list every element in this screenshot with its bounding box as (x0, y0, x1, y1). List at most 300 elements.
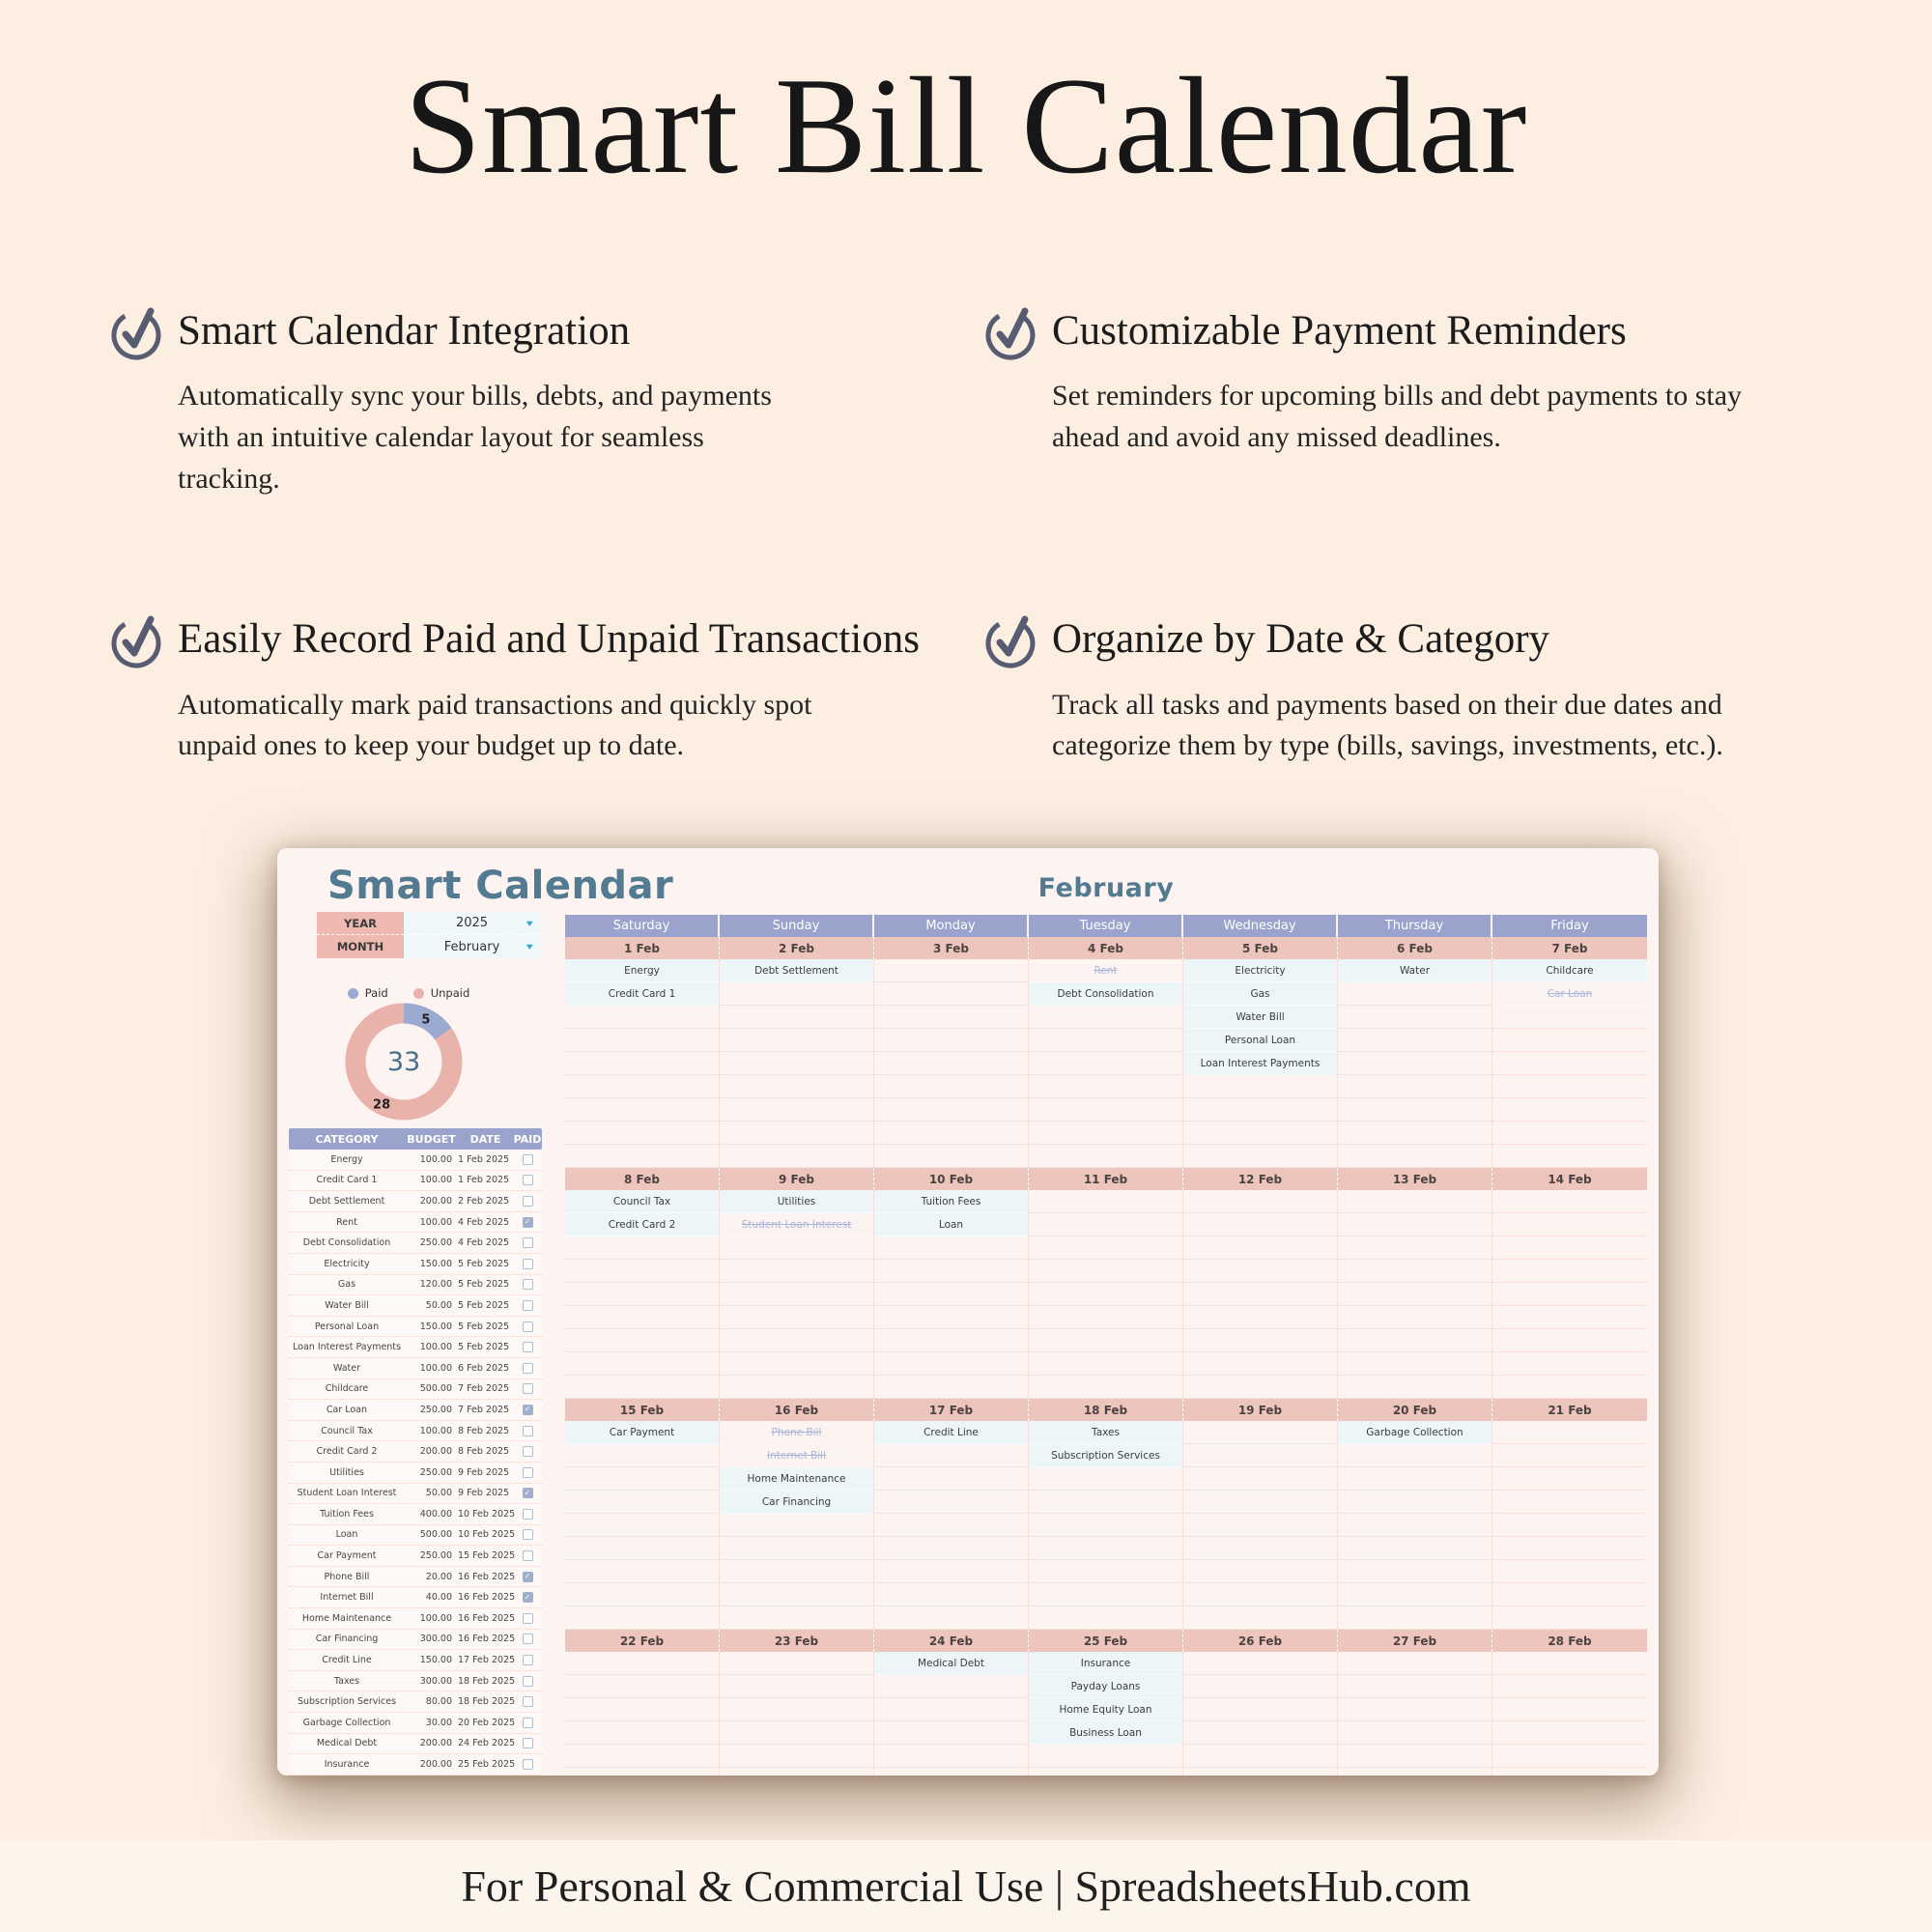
category-cell: Debt Settlement (308, 1195, 385, 1207)
category-cell: Student Loan Interest (297, 1488, 397, 1499)
calendar-empty-cell (720, 1745, 873, 1768)
paid-cell (513, 1342, 542, 1352)
paid-checkbox[interactable] (523, 1634, 533, 1644)
calendar-entry[interactable]: Credit Line (874, 1421, 1028, 1444)
feature-payment-reminders (982, 307, 1828, 499)
calendar-empty-cell (874, 1052, 1028, 1075)
calendar-entry[interactable]: Utilities (720, 1190, 873, 1213)
calendar-empty-cell (1338, 1213, 1492, 1236)
date-header: 23 Feb (720, 1630, 874, 1652)
calendar-empty-cell (565, 1052, 719, 1075)
budget-cell: 100.00 (419, 1153, 452, 1165)
day-column (720, 1190, 874, 1399)
table-row (289, 1504, 542, 1525)
calendar-empty-cell (1492, 1190, 1647, 1213)
feature-title: Organize by Date & Category (1052, 616, 1550, 663)
calendar-entry-paid[interactable]: Student Loan Interest (720, 1213, 873, 1236)
calendar-entry[interactable]: Loan (874, 1213, 1028, 1236)
date-cell: 5 Feb 2025 (458, 1279, 510, 1291)
date-cell: 18 Feb 2025 (458, 1696, 516, 1708)
paid-checkbox-checked[interactable] (523, 1405, 533, 1415)
paid-checkbox[interactable] (523, 1237, 533, 1248)
paid-checkbox[interactable] (523, 1321, 533, 1332)
calendar-empty-cell (1029, 1236, 1182, 1260)
paid-checkbox[interactable] (523, 1175, 533, 1185)
day-column (874, 1421, 1029, 1630)
calendar-entry[interactable]: Gas (1183, 982, 1337, 1006)
calendar-empty-cell (1029, 1283, 1182, 1306)
calendar-entry[interactable]: Debt Consolidation (1029, 982, 1182, 1006)
calendar-empty-cell (1183, 1698, 1337, 1721)
calendar-empty-cell (1338, 1721, 1492, 1745)
category-cell: Utilities (329, 1466, 364, 1478)
category-cell: Internet Bill (320, 1592, 374, 1604)
table-row (289, 1233, 542, 1254)
calendar-empty-cell (874, 1675, 1028, 1698)
calendar-empty-cell (1029, 1145, 1182, 1168)
month-value: February (443, 939, 500, 954)
day-column (1183, 1421, 1338, 1630)
calendar-empty-cell (1492, 1560, 1647, 1583)
date-header: 9 Feb (720, 1168, 874, 1190)
date-header: 21 Feb (1492, 1399, 1647, 1421)
calendar-empty-cell (1492, 1652, 1647, 1675)
calendar-empty-cell (720, 1583, 873, 1606)
category-cell: Council Tax (321, 1425, 373, 1436)
budget-table-body (289, 1150, 542, 1776)
calendar-empty-cell (1492, 1491, 1647, 1514)
legend-unpaid-label: Unpaid (430, 986, 470, 1000)
calendar-empty-cell (720, 1098, 873, 1122)
paid-cell (513, 1529, 542, 1540)
paid-checkbox[interactable] (523, 1550, 533, 1561)
calendar-entry[interactable]: Payday Loans (1029, 1675, 1182, 1698)
budget-cell: 300.00 (419, 1675, 452, 1687)
calendar-entry[interactable]: Tuition Fees (874, 1190, 1028, 1213)
category-cell: Tuition Fees (320, 1508, 374, 1520)
calendar-empty-cell (1338, 1260, 1492, 1283)
table-row (289, 1275, 542, 1296)
calendar-entry[interactable]: Taxes (1029, 1421, 1182, 1444)
calendar-empty-cell (1338, 1467, 1492, 1491)
day-header-monday: Monday (874, 915, 1029, 937)
calendar-empty-cell (1029, 1745, 1182, 1768)
paid-checkbox-checked[interactable] (523, 1488, 533, 1498)
calendar-empty-cell (1183, 1583, 1337, 1606)
calendar-empty-cell (1338, 1444, 1492, 1467)
paid-checkbox[interactable] (523, 1655, 533, 1665)
calendar-empty-cell (874, 1145, 1028, 1168)
category-cell: Car Loan (326, 1404, 368, 1415)
calendar-entry[interactable]: Energy (565, 959, 719, 982)
month-label: MONTH (317, 935, 404, 958)
calendar-weeks (565, 937, 1647, 1776)
category-cell: Phone Bill (324, 1571, 370, 1582)
calendar-empty-cell (1492, 1283, 1647, 1306)
calendar-empty-cell (1492, 1098, 1647, 1122)
paid-checkbox[interactable] (523, 1426, 533, 1436)
calendar-empty-cell (874, 982, 1028, 1006)
year-row (317, 912, 540, 935)
day-header-sunday: Sunday (720, 915, 874, 937)
table-row (289, 1337, 542, 1358)
calendar-empty-cell (1338, 1768, 1492, 1776)
calendar-empty-cell (1338, 1606, 1492, 1630)
calendar-empty-cell (1029, 1190, 1182, 1213)
calendar-empty-cell (1183, 1122, 1337, 1145)
date-cell: 6 Feb 2025 (458, 1362, 510, 1374)
calendar-entry[interactable]: Garbage Collection (1338, 1421, 1492, 1444)
calendar-entry-paid[interactable]: Car Loan (1492, 982, 1647, 1006)
column-header-budget: BUDGET (407, 1132, 456, 1146)
date-cell: 5 Feb 2025 (458, 1321, 510, 1332)
day-column (720, 1652, 874, 1776)
calendar-empty-cell (1338, 982, 1492, 1006)
paid-checkbox[interactable] (523, 1154, 533, 1165)
calendar-empty-cell (565, 1329, 719, 1352)
checkmark-icon (982, 303, 1038, 363)
calendar-empty-cell (565, 1236, 719, 1260)
calendar-empty-cell (1183, 1721, 1337, 1745)
calendar-entry-paid[interactable]: Phone Bill (720, 1421, 873, 1444)
checkmark-icon (982, 611, 1038, 671)
calendar-entry[interactable]: Council Tax (565, 1190, 719, 1213)
calendar-empty-cell (1338, 1329, 1492, 1352)
paid-checkbox[interactable] (523, 1759, 533, 1770)
budget-cell: 100.00 (419, 1425, 452, 1436)
calendar-entry[interactable]: Medical Debt (874, 1652, 1028, 1675)
paid-checkbox[interactable] (523, 1259, 533, 1269)
calendar-empty-cell (1338, 1675, 1492, 1698)
day-header-thursday: Thursday (1338, 915, 1492, 937)
day-column (565, 959, 720, 1168)
calendar-empty-cell (1029, 1122, 1182, 1145)
category-cell: Gas (337, 1279, 356, 1291)
table-row (289, 1463, 542, 1484)
calendar-empty-cell (565, 1352, 719, 1376)
day-column (1338, 1652, 1492, 1776)
calendar-empty-cell (874, 1236, 1028, 1260)
paid-checkbox[interactable] (523, 1467, 533, 1478)
calendar-empty-cell (720, 1606, 873, 1630)
date-header: 3 Feb (874, 937, 1029, 959)
calendar-empty-cell (1492, 1698, 1647, 1721)
calendar-entry[interactable]: Home Maintenance (720, 1467, 873, 1491)
paid-cell (513, 1383, 542, 1394)
calendar-empty-cell (1492, 1260, 1647, 1283)
day-column (565, 1421, 720, 1630)
paid-checkbox[interactable] (523, 1300, 533, 1311)
budget-cell: 80.00 (425, 1696, 452, 1708)
paid-cell (513, 1259, 542, 1269)
calendar-empty-cell (1338, 1745, 1492, 1768)
date-cell: 16 Feb 2025 (458, 1634, 516, 1645)
date-cell: 7 Feb 2025 (458, 1383, 510, 1395)
category-cell: Credit Card 2 (316, 1446, 378, 1458)
paid-checkbox-checked[interactable] (523, 1217, 533, 1228)
date-header: 20 Feb (1338, 1399, 1492, 1421)
calendar-entry[interactable]: Credit Card 1 (565, 982, 719, 1006)
paid-checkbox[interactable] (523, 1718, 533, 1728)
paid-cell (513, 1321, 542, 1332)
calendar-empty-cell (1183, 1306, 1337, 1329)
day-column (1492, 1421, 1647, 1630)
calendar-empty-cell (1338, 1052, 1492, 1075)
day-column (1338, 959, 1492, 1168)
footer: For Personal & Commercial Use | SpreadsheetsHub.com (0, 1840, 1932, 1932)
paid-checkbox-checked[interactable] (523, 1592, 533, 1603)
category-cell: Taxes (333, 1675, 360, 1687)
calendar-empty-cell (565, 1467, 719, 1491)
donut-label: 5 (421, 1012, 431, 1028)
calendar-entry[interactable]: Loan Interest Payments (1183, 1052, 1337, 1075)
calendar-empty-cell (874, 1768, 1028, 1776)
donut-label: 28 (373, 1097, 391, 1113)
paid-checkbox[interactable] (523, 1613, 533, 1624)
calendar-empty-cell (874, 1514, 1028, 1537)
calendar-empty-cell (720, 1122, 873, 1145)
calendar-empty-cell (1492, 1006, 1647, 1029)
table-row (289, 1546, 542, 1567)
paid-checkbox-checked[interactable] (523, 1572, 533, 1582)
month-row (317, 935, 540, 958)
calendar-empty-cell (565, 1652, 719, 1675)
date-cell: 16 Feb 2025 (458, 1612, 516, 1624)
calendar-empty-cell (1029, 1376, 1182, 1399)
paid-checkbox[interactable] (523, 1342, 533, 1352)
calendar-empty-cell (1492, 1029, 1647, 1052)
table-row (289, 1358, 542, 1379)
calendar-empty-cell (874, 1329, 1028, 1352)
budget-cell: 100.00 (419, 1612, 452, 1624)
calendar-empty-cell (874, 1306, 1028, 1329)
calendar-entry[interactable]: Car Financing (720, 1491, 873, 1514)
date-cell: 18 Feb 2025 (458, 1675, 516, 1687)
week-entries (565, 1190, 1647, 1399)
budget-cell: 100.00 (419, 1216, 452, 1228)
calendar-empty-cell (565, 1029, 719, 1052)
feature-smart-calendar-integration (108, 307, 982, 499)
calendar-entry[interactable]: Insurance (1029, 1652, 1182, 1675)
date-header: 7 Feb (1492, 937, 1647, 959)
paid-checkbox[interactable] (523, 1363, 533, 1374)
calendar-empty-cell (1492, 1583, 1647, 1606)
calendar-empty-cell (874, 1745, 1028, 1768)
budget-cell: 100.00 (419, 1175, 452, 1186)
calendar-empty-cell (720, 1329, 873, 1352)
paid-checkbox[interactable] (523, 1196, 533, 1207)
calendar-empty-cell (874, 1352, 1028, 1376)
calendar-empty-cell (874, 1029, 1028, 1052)
date-cell: 10 Feb 2025 (458, 1529, 516, 1541)
calendar-empty-cell (1492, 1075, 1647, 1098)
date-cell: 8 Feb 2025 (458, 1425, 510, 1436)
calendar-empty-cell (1029, 1006, 1182, 1029)
paid-cell (513, 1426, 542, 1436)
date-header: 11 Feb (1029, 1168, 1183, 1190)
category-cell: Childcare (325, 1383, 369, 1395)
spreadsheet-screenshot (277, 848, 1659, 1776)
calendar-empty-cell (565, 1721, 719, 1745)
calendar-empty-cell (720, 1652, 873, 1675)
calendar-entry[interactable]: Home Equity Loan (1029, 1698, 1182, 1721)
paid-checkbox[interactable] (523, 1509, 533, 1520)
date-cell: 1 Feb 2025 (458, 1153, 510, 1165)
calendar-entry-paid[interactable]: Rent (1029, 959, 1182, 982)
calendar-empty-cell (1183, 1768, 1337, 1776)
calendar-empty-cell (874, 1075, 1028, 1098)
budget-cell: 250.00 (419, 1404, 452, 1415)
calendar-empty-cell (565, 1606, 719, 1630)
day-header-tuesday: Tuesday (1029, 915, 1183, 937)
table-row (289, 1608, 542, 1630)
calendar-entry[interactable]: Childcare (1492, 959, 1647, 982)
paid-checkbox[interactable] (523, 1279, 533, 1290)
calendar-empty-cell (565, 1514, 719, 1537)
calendar-empty-cell (565, 1560, 719, 1583)
category-cell: Credit Card 1 (316, 1175, 378, 1186)
calendar-empty-cell (1492, 1675, 1647, 1698)
calendar-empty-cell (565, 1537, 719, 1560)
table-row (289, 1212, 542, 1234)
calendar-empty-cell (1183, 1745, 1337, 1768)
week-date-row (565, 937, 1647, 959)
paid-cell (513, 1572, 542, 1582)
calendar-empty-cell (1183, 1537, 1337, 1560)
month-select[interactable] (404, 935, 540, 958)
week-date-row (565, 1630, 1647, 1652)
feature-description: Set reminders for upcoming bills and debt payments to stay ahead and avoid any missed deadlines. (1052, 380, 1743, 454)
paid-cell (513, 1696, 542, 1707)
paid-cell (513, 1592, 542, 1603)
calendar-entry-paid[interactable]: Internet Bill (720, 1444, 873, 1467)
date-cell: 16 Feb 2025 (458, 1571, 516, 1582)
calendar-empty-cell (720, 1537, 873, 1560)
calendar-empty-cell (1338, 1006, 1492, 1029)
calendar-empty-cell (874, 1098, 1028, 1122)
paid-checkbox[interactable] (523, 1383, 533, 1394)
calendar-entry[interactable]: Debt Settlement (720, 959, 873, 982)
paid-checkbox[interactable] (523, 1696, 533, 1707)
paid-cell (513, 1676, 542, 1687)
calendar-empty-cell (1029, 1098, 1182, 1122)
calendar-entry[interactable]: Subscription Services (1029, 1444, 1182, 1467)
paid-checkbox[interactable] (523, 1446, 533, 1457)
category-cell: Electricity (324, 1258, 370, 1269)
calendar-empty-cell (1492, 1745, 1647, 1768)
paid-checkbox[interactable] (523, 1738, 533, 1748)
paid-checkbox[interactable] (523, 1676, 533, 1687)
calendar-empty-cell (565, 1745, 719, 1768)
calendar-entry[interactable]: Water (1338, 959, 1492, 982)
dropdown-arrow-icon[interactable]: ▼ (526, 919, 533, 927)
calendar-empty-cell (1029, 1768, 1182, 1776)
date-header: 17 Feb (874, 1399, 1029, 1421)
calendar-empty-cell (874, 1467, 1028, 1491)
budget-cell: 50.00 (425, 1299, 452, 1311)
date-header: 28 Feb (1492, 1630, 1647, 1652)
calendar-empty-cell (1183, 1329, 1337, 1352)
category-cell: Loan (335, 1529, 358, 1541)
calendar-empty-cell (1029, 1075, 1182, 1098)
date-cell: 5 Feb 2025 (458, 1342, 510, 1353)
calendar-empty-cell (1029, 1606, 1182, 1630)
year-value: 2025 (455, 916, 489, 930)
day-column (874, 1652, 1029, 1776)
calendar-empty-cell (1338, 1376, 1492, 1399)
calendar-empty-cell (720, 1376, 873, 1399)
calendar-entry[interactable]: Credit Card 2 (565, 1213, 719, 1236)
day-column (874, 959, 1029, 1168)
calendar-empty-cell (1492, 1421, 1647, 1444)
category-cell: Medical Debt (316, 1738, 378, 1749)
calendar-empty-cell (720, 1721, 873, 1745)
calendar-empty-cell (1338, 1075, 1492, 1098)
paid-cell (513, 1759, 542, 1770)
budget-cell: 30.00 (425, 1717, 452, 1728)
budget-cell: 40.00 (425, 1592, 452, 1604)
date-header: 12 Feb (1183, 1168, 1338, 1190)
calendar-entry[interactable]: Water Bill (1183, 1006, 1337, 1029)
calendar-empty-cell (874, 1376, 1028, 1399)
date-cell: 7 Feb 2025 (458, 1404, 510, 1415)
calendar-empty-cell (874, 1491, 1028, 1514)
table-row (289, 1191, 542, 1212)
calendar-empty-cell (1183, 1514, 1337, 1537)
calendar-empty-cell (565, 1444, 719, 1467)
column-header-date: DATE (469, 1132, 501, 1146)
year-select[interactable] (404, 912, 540, 935)
calendar-empty-cell (874, 1721, 1028, 1745)
calendar-empty-cell (1029, 1213, 1182, 1236)
calendar-empty-cell (720, 1029, 873, 1052)
budget-cell: 250.00 (419, 1237, 452, 1249)
date-header: 24 Feb (874, 1630, 1029, 1652)
table-row (289, 1671, 542, 1692)
date-cell: 10 Feb 2025 (458, 1508, 516, 1520)
table-row (289, 1441, 542, 1463)
calendar-empty-cell (720, 1283, 873, 1306)
calendar-empty-cell (1029, 1329, 1182, 1352)
table-row (289, 1295, 542, 1317)
category-cell: Car Payment (317, 1550, 377, 1562)
page-title: Smart Bill Calendar (404, 49, 1528, 202)
calendar-empty-cell (1338, 1029, 1492, 1052)
day-column (1029, 959, 1183, 1168)
date-header: 14 Feb (1492, 1168, 1647, 1190)
category-cell: Debt Consolidation (302, 1237, 391, 1249)
dropdown-arrow-icon[interactable]: ▼ (526, 943, 533, 951)
paid-cell (513, 1363, 542, 1374)
calendar-entry[interactable]: Personal Loan (1183, 1029, 1337, 1052)
calendar-entry[interactable]: Electricity (1183, 959, 1337, 982)
calendar-empty-cell (1183, 1236, 1337, 1260)
calendar-entry[interactable]: Car Payment (565, 1421, 719, 1444)
date-header: 18 Feb (1029, 1399, 1183, 1421)
date-cell: 4 Feb 2025 (458, 1237, 510, 1249)
paid-cell (513, 1467, 542, 1478)
day-column (720, 1421, 874, 1630)
calendar-empty-cell (1029, 1306, 1182, 1329)
paid-cell (513, 1613, 542, 1624)
budget-cell: 250.00 (419, 1466, 452, 1478)
paid-checkbox[interactable] (523, 1529, 533, 1540)
budget-table (289, 1128, 542, 1776)
calendar-entry[interactable]: Business Loan (1029, 1721, 1182, 1745)
day-column (1492, 1190, 1647, 1399)
paid-cell (513, 1217, 542, 1228)
calendar-empty-cell (1338, 1537, 1492, 1560)
